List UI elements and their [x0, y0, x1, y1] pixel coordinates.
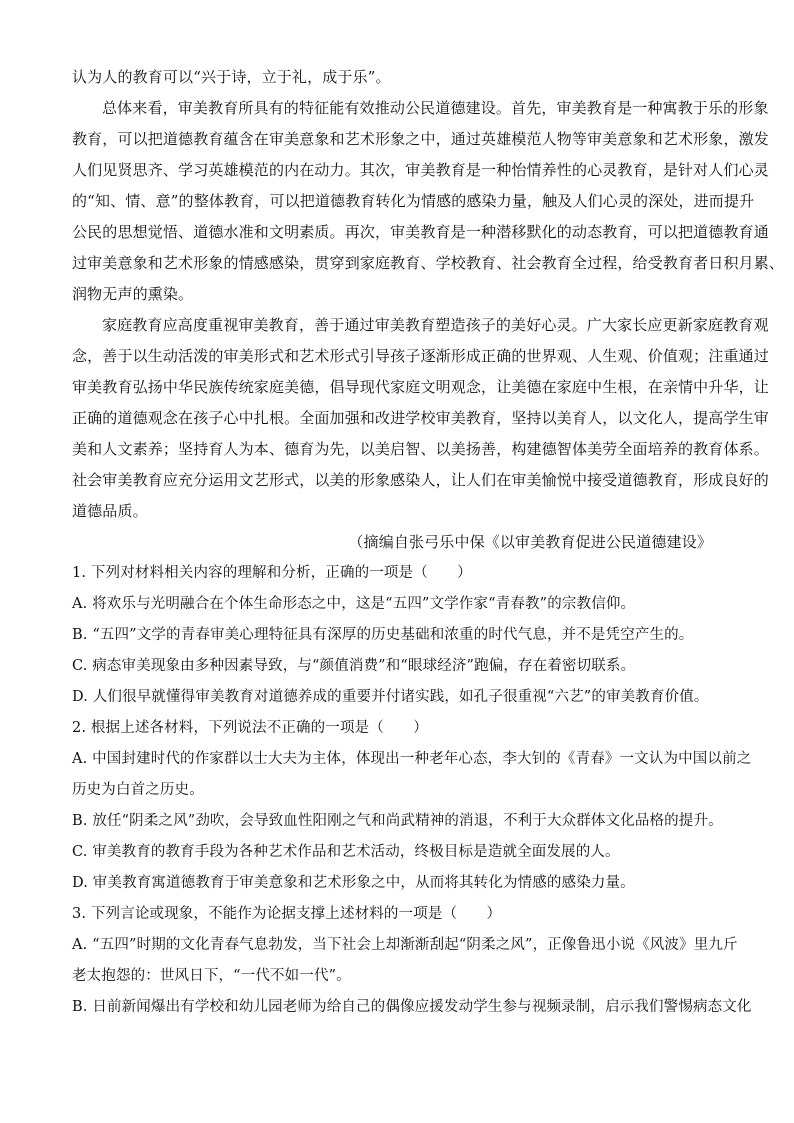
question-3	[72, 899, 752, 1023]
question-2	[72, 713, 752, 899]
text-line: 美和人文素养；坚持育人为本、德育为先，以美启智、以美扬善，构建德智体美劳全面培养的教育体系。	[72, 440, 769, 458]
text-line: 润物无声的熏染。	[72, 285, 194, 303]
option-a: A. 将欢乐与光明融合在个体生命形态之中，这是“五四”文学作家“青春教”的宗教信仰。	[72, 596, 636, 612]
option-a: A. 中国封建时代的作家群以士大夫为主体，体现出一种老年心态，李大钊的《青春》一文认为中国以前之	[72, 751, 752, 767]
question-stem: 1. 下列对材料相关内容的理解和分析，正确的一项是（ ）	[72, 565, 472, 581]
option-d: D. 人们很早就懂得审美教育对道德养成的重要并付诸实践，如孔子很重视“六艺”的审美教育价值。	[72, 689, 709, 705]
paragraph-family-education	[72, 310, 769, 527]
text-line: 家庭教育应高度重视审美教育，善于通过审美教育塑造孩子的美好心灵。广大家长应更新家庭教育观	[102, 316, 769, 334]
paragraph-aesthetic-features	[72, 93, 785, 310]
source-citation: （摘编自张弓乐中保《以审美教育促进公民道德建设》	[348, 533, 712, 551]
question-1	[72, 558, 722, 713]
text-line: 过审美意象和艺术形象的情感感染，贯穿到家庭教育、学校教育、社会教育全过程，给受教育者日积月累、	[72, 254, 785, 272]
text-line: 道德品质。	[72, 502, 148, 520]
text-line: 认为人的教育可以“兴于诗，立于礼，成于乐”。	[72, 68, 391, 86]
question-stem: 3. 下列言论或现象，不能作为论据支撑上述材料的一项是（ ）	[72, 906, 502, 922]
question-stem: 2. 根据上述各材料，下列说法不正确的一项是（ ）	[72, 720, 428, 736]
text-line: 教育，可以把道德教育蕴含在审美意象和艺术形象之中，通过英雄模范人物等审美意象和艺术形象，激发	[72, 130, 769, 148]
option-d: D. 审美教育寓道德教育于审美意象和艺术形象之中，从而将其转化为情感的感染力量。	[72, 875, 635, 891]
document-body	[72, 62, 785, 1023]
option-a: A. “五四”时期的文化青春气息勃发，当下社会上却渐渐刮起“阴柔之风”，正像鲁迅小说《风波》里九斤	[72, 937, 738, 953]
option-c: C. 病态审美现象由多种因素导致，与“颜值消费”和“眼球经济”跑偏，存在着密切联系。	[72, 658, 636, 674]
text-line: 总体来看，审美教育所具有的特征能有效推动公民道德建设。首先，审美教育是一种寓教于乐的形象	[102, 99, 769, 117]
option-b: B. 日前新闻爆出有学校和幼儿园老师为给自己的偶像应援发动学生参与视频录制，启示我们警惕病态文化	[72, 999, 752, 1015]
option-b: B. 放任“阴柔之风”劲吹，会导致血性阳刚之气和尚武精神的消退，不利于大众群体文化品格的提升。	[72, 813, 723, 829]
text-line: 的“知、情、意”的整体教育，可以把道德教育转化为情感的感染力量，触及人们心灵的深处，进而提升	[72, 192, 755, 210]
option-b: B. “五四”文学的青春审美心理特征具有深厚的历史基础和浓重的时代气息，并不是凭空产生的。	[72, 627, 694, 643]
option-a-continued: 历史为白首之历史。	[72, 782, 204, 798]
text-line: 念，善于以生动活泼的审美形式和艺术形式引导孩子逐渐形成正确的世界观、人生观、价值观；注重通过	[72, 347, 769, 365]
text-line: 正确的道德观念在孩子心中扎根。全面加强和改进学校审美教育，坚持以美育人，以文化人，提高学生审	[72, 409, 769, 427]
text-line: 审美教育弘扬中华民族传统家庭美德，倡导现代家庭文明观念，让美德在家庭中生根，在亲情中升华，让	[72, 378, 769, 396]
option-c: C. 审美教育的教育手段为各种艺术作品和艺术活动，终极目标是造就全面发展的人。	[72, 844, 620, 860]
text-line: 公民的思想觉悟、道德水准和文明素质。再次，审美教育是一种潜移默化的动态教育，可以把道德教育通	[72, 223, 769, 241]
text-line: 人们见贤思齐、学习英雄模范的内在动力。其次，审美教育是一种怡情养性的心灵教育，是针对人们心灵	[72, 161, 769, 179]
option-a-continued: 老太抱怨的：世风日下，“一代不如一代”。	[72, 968, 351, 984]
text-line: 社会审美教育应充分运用文艺形式，以美的形象感染人，让人们在审美愉悦中接受道德教育，形成良好的	[72, 471, 769, 489]
